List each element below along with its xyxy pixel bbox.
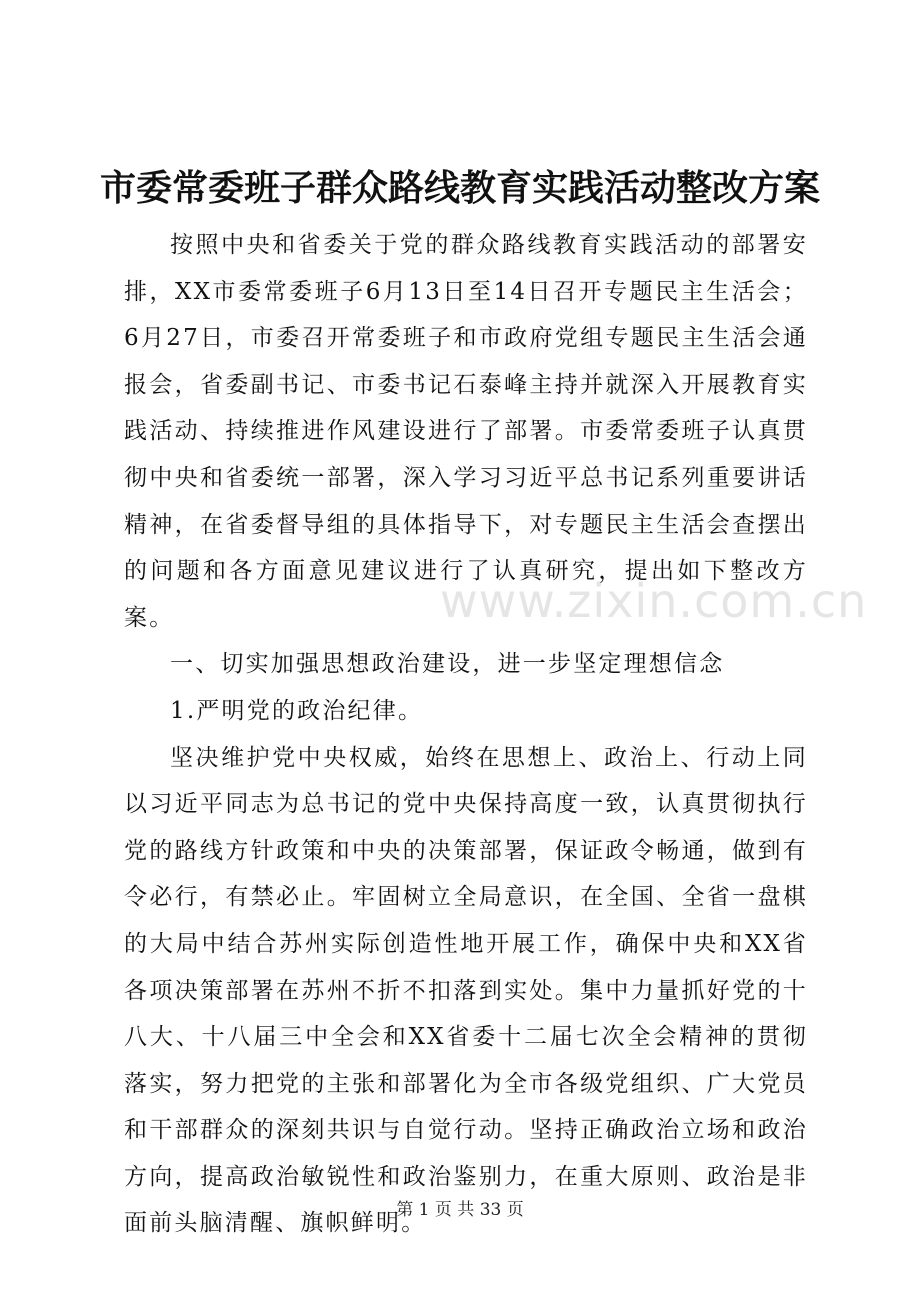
paragraph-intro: 按照中央和省委关于党的群众路线教育实践活动的部署安排，XX市委常委班子6月13日至14日召开专题民主生活会；6月27日，市委召开常委班子和市政府党组专题民主生活会通报会，省委副书记、市委书记石泰峰主持并就深入开展教育实践活动、持续推进作风建设进行了部署。市委常委班子认真贯彻中央和省委统一部署，深入学习习近平总书记系列重要讲话精神，在省委督导组的具体指导下，对专题民主生活会查摆出的问题和各方面意见建议进行了认真研究，提出如下整改方案。 xyxy=(124,232,808,631)
section-heading-1: 一、切实加强思想政治建设，进一步坚定理想信念 xyxy=(170,651,725,678)
subsection-heading-1-1: 1.严明党的政治纪律。 xyxy=(170,697,424,724)
page-footer: 第 1 页 共 33 页 xyxy=(396,1200,524,1220)
paragraph-political-discipline: 坚决维护党中央权威，始终在思想上、政治上、行动上同以习近平同志为总书记的党中央保持高度一致，认真贯彻执行党的路线方针政策和中央的决策部署，保证政令畅通，做到有令必行，有禁必止。牢固树立全局意识，在全国、全省一盘棋的大局中结合苏州实际创造性地开展工作，确保中央和XX省各项决策部署在苏州不折不扣落到实处。集中力量抓好党的十八大、十八届三中全会和XX省委十二届七次全会精神的贯彻落实，努力把党的主张和部署化为全市各级党组织、广大党员和干部群众的深刻共识与自觉行动。坚持正确政治立场和政治方向，提高政治敏锐性和政治鉴别力，在重大原则、政治是非面前头脑清醒、旗帜鲜明。 xyxy=(124,744,808,1237)
document-body xyxy=(124,222,808,1247)
document-title: 市委常委班子群众路线教育实践活动整改方案 xyxy=(99,167,820,209)
watermark: www.zixin.com.cn xyxy=(440,574,868,628)
